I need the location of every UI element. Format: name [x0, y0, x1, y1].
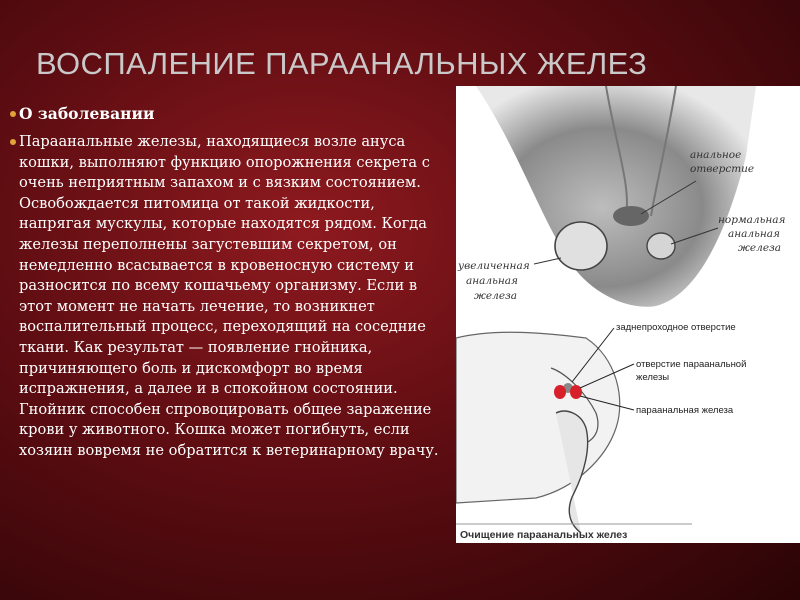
label-normal-3: железа: [738, 242, 782, 254]
figure-caption: Очищение параанальных желез: [460, 529, 628, 541]
normal-gland-shape: [647, 233, 675, 259]
label-normal-2: анальная: [728, 228, 780, 240]
bullet-heading: [10, 104, 450, 124]
label-gland: параанальная железа: [636, 405, 734, 416]
label-anal-2: отверстие: [690, 163, 755, 175]
cat-body-shape: [476, 86, 756, 307]
bullet-icon: [10, 139, 16, 145]
label-enlarged-2: анальная: [466, 275, 518, 287]
enlarged-gland-shape: [555, 222, 607, 270]
label-opening-2: железы: [636, 372, 670, 383]
heading-text: О заболевании: [19, 104, 155, 123]
label-normal-1: нормальная: [718, 214, 786, 226]
slide-title: ВОСПАЛЕНИЕ ПАРААНАЛЬНЫХ ЖЕЛЕЗ: [36, 46, 648, 81]
slide-body: [10, 104, 450, 462]
label-enlarged-3: железа: [474, 290, 518, 302]
label-anal-1: анальное: [690, 149, 742, 161]
gland-right-shape: [570, 385, 582, 399]
cleaning-illustration: [456, 318, 800, 543]
gland-left-shape: [554, 385, 566, 399]
cat-outline-shape: [456, 332, 620, 503]
bullet-paragraph: [10, 132, 450, 462]
bullet-icon: [10, 111, 16, 117]
anus-shape: [613, 206, 649, 226]
anatomy-figure-top: [456, 86, 800, 318]
label-enlarged-1: увеличенная: [458, 260, 530, 272]
label-back-opening: заднепроходное отверстие: [616, 322, 736, 333]
label-opening-1: отверстие параанальной: [636, 359, 747, 370]
anatomy-illustration: [456, 86, 800, 318]
paragraph-text: Параанальные железы, находящиеся возле ануса кошки, выполняют функцию опорожнения секрета с очень неприятным запахом и с вязким состоянием. Освобождается питомица от такой жидкости, напрягая мускулы, которые находятся рядом. Когда железы переполнены загустевшим секретом, он немедленно всасывается в кровеносную систему и разносится по всему кошачьему организму. Если в этот момент не начать лечение, то возникнет воспалительный процесс, переходящий на соседние ткани. Как результат — появление гнойника, причиняющего боль и дискомфорт во время испражнения, а далее и в спокойном состоянии. Гнойник способен спровоцировать общее заражение крови у животного. Кошка может погибнуть, если хозяин вовремя не обратится к ветеринарному врачу.: [19, 133, 439, 459]
anatomy-figure-bottom: [456, 318, 800, 543]
